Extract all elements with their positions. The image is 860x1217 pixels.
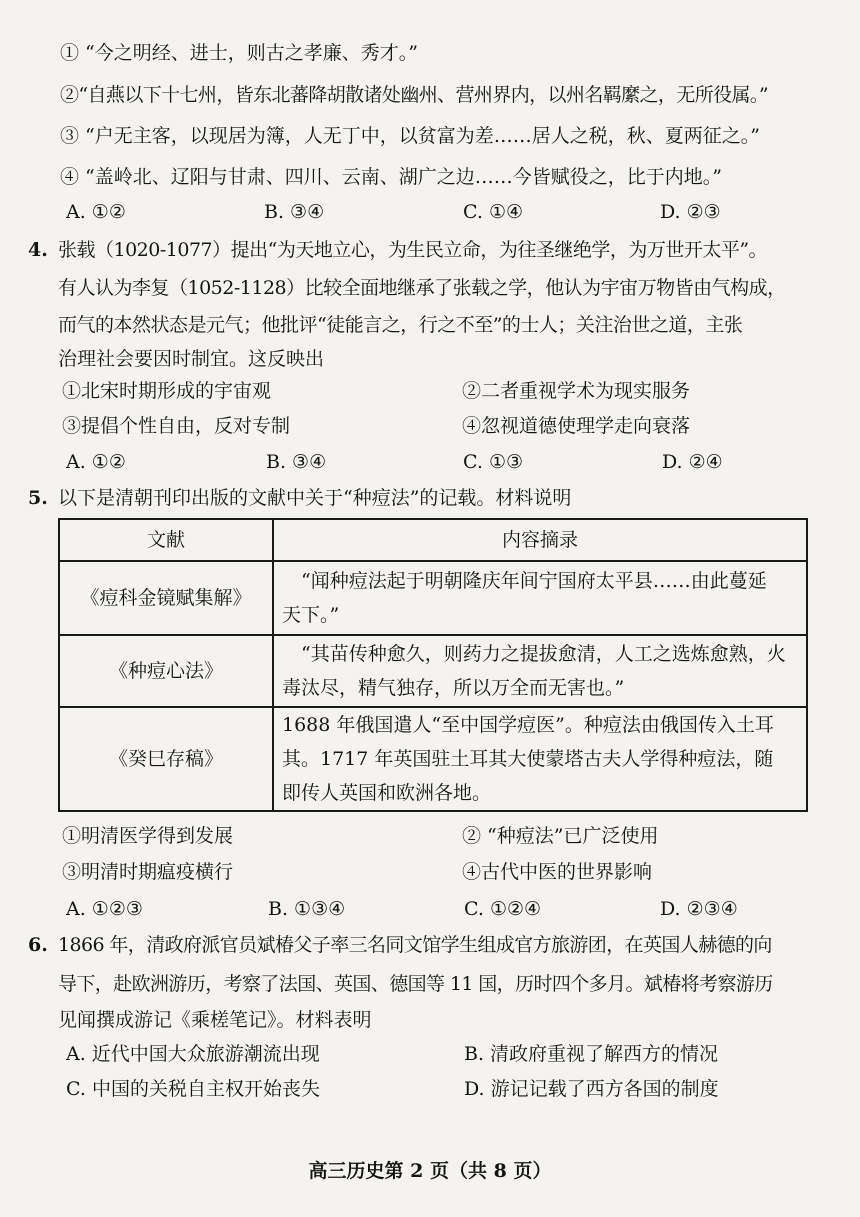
q4-option-c[interactable]: C. ①③	[463, 451, 524, 473]
q5-option-a[interactable]: A. ①②③	[66, 898, 143, 920]
q5-option-d[interactable]: D. ②③④	[660, 898, 738, 920]
q3-item-3: ③ “户无主客，以现居为簿，人无丁中，以贫富为差……居人之税，秋、夏两征之。”	[60, 125, 760, 147]
table-row	[59, 707, 807, 811]
q3-item-4: ④ “盖岭北、辽阳与甘肃、四川、云南、湖广之边……今皆赋役之，比于内地。”	[60, 166, 722, 188]
table-cell-content	[273, 561, 807, 635]
q4-option-d[interactable]: D. ②④	[662, 451, 723, 473]
q6-option-c[interactable]: C. 中国的关税自主权开始丧失	[66, 1078, 320, 1100]
q3-item-2: ②“自燕以下十七州，皆东北蕃降胡散诸处幽州、营州界内，以州名羁縻之，无所役属。”	[60, 84, 768, 106]
q6-number: 6.	[28, 934, 48, 956]
q5-item-4: ④古代中医的世界影响	[462, 861, 653, 883]
q4-stem-line-3: 而气的本然状态是元气；他批评“徒能言之，行之不至”的士人；关注治世之道，主张	[58, 314, 743, 336]
table-cell-document: 《种痘心法》	[59, 635, 273, 707]
q4-stem-line-2: 有人认为李复（1052-1128）比较全面地继承了张载之学，他认为宇宙万物皆由气构成，	[58, 277, 786, 299]
content-line: “闻种痘法起于明朝隆庆年间宁国府太平县……由此蔓延	[301, 570, 767, 592]
q3-option-b[interactable]: B. ③④	[264, 201, 325, 223]
q4-item-2: ②二者重视学术为现实服务	[462, 380, 691, 402]
q6-stem-line-2: 导下，赴欧洲游历，考察了法国、英国、德国等 11 国，历时四个多月。斌椿将考察游历	[58, 973, 773, 995]
content-line: 天下。”	[282, 604, 340, 626]
table-header-row	[59, 519, 807, 561]
q4-option-b[interactable]: B. ③④	[266, 451, 327, 473]
q4-item-4: ④忽视道德使理学走向衰落	[462, 415, 691, 437]
content-line: 1688 年俄国遣人“至中国学痘医”。种痘法由俄国传入土耳	[282, 714, 774, 736]
q6-option-b[interactable]: B. 清政府重视了解西方的情况	[464, 1043, 719, 1065]
q4-stem-line-1: 张载（1020-1077）提出“为天地立心，为生民立命，为往圣继绝学，为万世开太平”。	[58, 239, 768, 261]
q4-number: 4.	[28, 239, 48, 261]
q5-option-b[interactable]: B. ①③④	[268, 898, 346, 920]
q3-option-a[interactable]: A. ①②	[66, 201, 126, 223]
content-line: 即传人英国和欧洲各地。	[282, 782, 492, 804]
q5-item-2: ② “种痘法”已广泛使用	[462, 825, 659, 847]
q4-option-a[interactable]: A. ①②	[66, 451, 126, 473]
q3-option-d[interactable]: D. ②③	[660, 201, 721, 223]
q5-number: 5.	[28, 487, 48, 509]
q3-option-c[interactable]: C. ①④	[463, 201, 524, 223]
q6-option-a[interactable]: A. 近代中国大众旅游潮流出现	[66, 1043, 320, 1065]
q5-item-3: ③明清时期瘟疫横行	[62, 861, 234, 883]
q4-item-3: ③提倡个性自由，反对专制	[62, 415, 291, 437]
q5-option-c[interactable]: C. ①②④	[464, 898, 542, 920]
q5-stem: 以下是清朝刊印出版的文献中关于“种痘法”的记载。材料说明	[58, 487, 572, 509]
q3-item-1: ① “今之明经、进士，则古之孝廉、秀才。”	[60, 42, 418, 64]
table-cell-content	[273, 635, 807, 707]
q4-item-1: ①北宋时期形成的宇宙观	[62, 380, 272, 402]
content-line: “其苗传种愈久，则药力之提拔愈清，人工之选炼愈熟，火	[301, 643, 786, 665]
table-cell-document: 《癸巳存稿》	[59, 707, 273, 811]
table-row	[59, 635, 807, 707]
content-line: 毒汰尽，精气独存，所以万全而无害也。”	[282, 677, 625, 699]
q6-option-d[interactable]: D. 游记记载了西方各国的制度	[464, 1078, 719, 1100]
table-row	[59, 561, 807, 635]
q4-stem-line-4: 治理社会要因时制宜。这反映出	[58, 348, 325, 370]
table-header-content: 内容摘录	[273, 519, 807, 561]
table-cell-content	[273, 707, 807, 811]
q5-item-1: ①明清医学得到发展	[62, 825, 234, 847]
page-footer: 高三历史第 2 页（共 8 页）	[308, 1160, 552, 1182]
q6-stem-line-3: 见闻撰成游记《乘槎笔记》。材料表明	[58, 1009, 372, 1031]
q6-stem-line-1: 1866 年，清政府派官员斌椿父子率三名同文馆学生组成官方旅游团，在英国人赫德的向	[58, 934, 772, 956]
content-line: 其。1717 年英国驻土耳其大使蒙塔古夫人学得种痘法，随	[282, 748, 774, 770]
q5-material-table	[58, 518, 808, 812]
table-header-document: 文献	[59, 519, 273, 561]
table-cell-document: 《痘科金镜赋集解》	[59, 561, 273, 635]
